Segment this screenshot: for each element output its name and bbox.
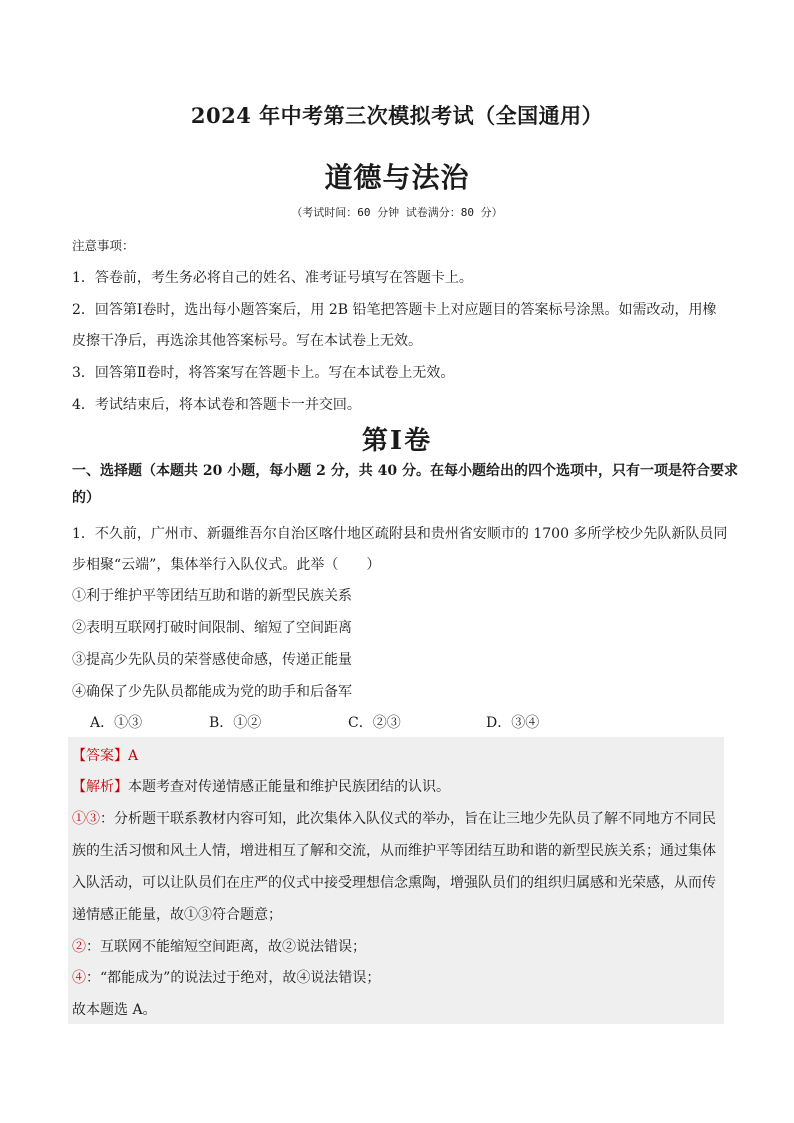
section-heading-cont: 的） [72,490,100,506]
volume-title: 第Ⅰ卷 [361,426,433,456]
analysis-text: 递情感正能量，故①③符合题意； [72,907,282,923]
analysis-point [72,808,716,828]
note-item: 2．回答第Ⅰ卷时，选出每小题答案后，用 2B 铅笔把答题卡上对应题目的答案标号涂黑。如需改动，用橡 [72,302,717,318]
answer-line [72,745,138,765]
point-tag: ④ [72,970,86,986]
analysis-line [72,776,450,796]
analysis-point [72,967,380,987]
exam-meta: （考试时间：60 分钟 试卷满分：80 分） [291,206,503,219]
note-item: 4．考试结束后，将本试卷和答题卡一并交回。 [72,397,361,413]
point-text: ：“都能成为”的说法过于绝对，故④说法错误； [86,970,381,986]
statement: ①利于维护平等团结互助和谐的新型民族关系 [72,588,352,604]
statement: ④确保了少先队员都能成为党的助手和后备军 [72,684,352,700]
answer-value: A [128,748,139,764]
point-tag: ①③ [72,811,100,827]
section-heading: 一、选择题（本题共 20 小题，每小题 2 分，共 40 分。在每小题给出的四个选项中，只有一项是符合要求 [72,463,738,479]
note-item: 1．答卷前，考生务必将自己的姓名、准考证号填写在答题卡上。 [72,270,473,286]
statement: ②表明互联网打破时间限制、缩短了空间距离 [72,620,352,636]
analysis-text: 本题考查对传递情感正能量和维护民族团结的认识。 [128,779,450,795]
point-text: ：分析题干联系教材内容可知，此次集体入队仪式的举办，旨在让三地少先队员了解不同地方不同民 [100,811,716,827]
analysis-tag: 【解析】 [72,779,128,795]
point-tag: ② [72,939,86,955]
option-a: A．①③ [90,715,143,731]
option-c: C．②③ [348,715,401,731]
analysis-point [72,936,366,956]
analysis-text: 入队活动，可以让队员们在庄严的仪式中接受理想信念熏陶，增强队员们的组织归属感和光荣感，从而传 [72,875,716,891]
option-b: B．①② [209,715,262,731]
note-item: 皮擦干净后，再选涂其他答案标号。写在本试卷上无效。 [72,333,422,349]
notes-heading: 注意事项： [72,238,135,253]
analysis-text: 族的生活习惯和风土人情，增进相互了解和交流，从而维护平等团结互助和谐的新型民族关系；通过集体 [72,843,716,859]
question-stem: 1．不久前，广州市、新疆维吾尔自治区喀什地区疏附县和贵州省安顺市的 1700 多所学校少先队新队员同 [72,526,728,542]
answer-tag: 【答案】 [72,748,128,764]
note-item: 3．回答第Ⅱ卷时，将答案写在答题卡上。写在本试卷上无效。 [72,365,455,381]
subject-title: 道德与法治 [324,161,470,194]
point-text: ：互联网不能缩短空间距离，故②说法错误； [86,939,366,955]
conclusion: 故本题选 A。 [72,1002,157,1018]
question-stem-cont: 步相聚“云端”，集体举行入队仪式。此举（ ） [72,557,381,573]
option-d: D．③④ [486,715,540,731]
statement: ③提高少先队员的荣誉感使命感，传递正能量 [72,652,352,668]
exam-title: 2024 年中考第三次模拟考试（全国通用） [190,103,604,128]
